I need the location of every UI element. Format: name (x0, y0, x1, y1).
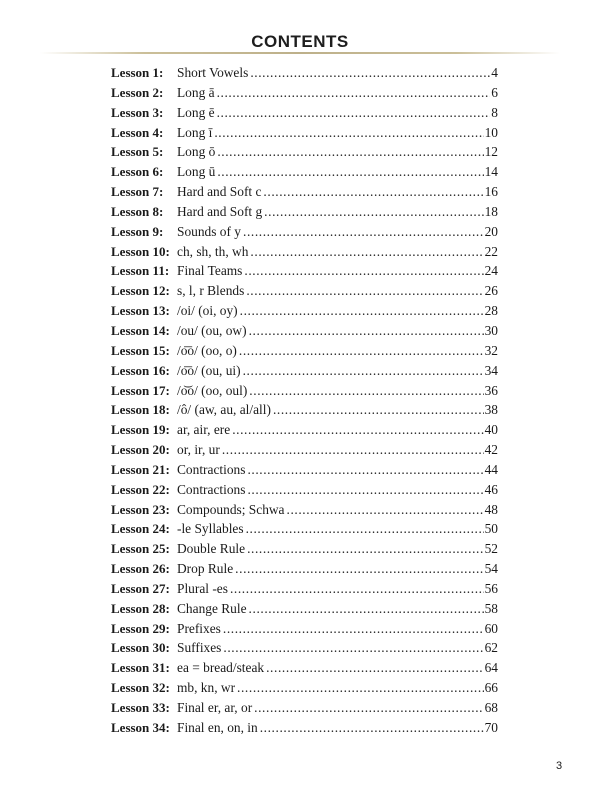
lesson-label: Lesson 10: (111, 243, 170, 259)
lesson-page-number: 24 (484, 263, 498, 279)
dot-leader (249, 599, 484, 619)
lesson-title: Long ū (177, 164, 216, 180)
lesson-label: Lesson 22: (111, 481, 170, 497)
lesson-label: Lesson 20: (111, 442, 170, 458)
lesson-page-number: 18 (484, 203, 498, 219)
dot-leader (263, 182, 483, 202)
lesson-page-number: 14 (484, 164, 498, 180)
table-of-contents (111, 63, 498, 738)
lesson-page-number: 48 (484, 501, 498, 517)
lesson-label: Lesson 23: (111, 501, 170, 517)
lesson-title: Long ō (177, 144, 216, 160)
lesson-title: /oi/ (oi, oy) (177, 303, 238, 319)
dot-leader (214, 123, 483, 143)
toc-entry (111, 460, 498, 480)
toc-entry (111, 281, 498, 301)
lesson-label: Lesson 32: (111, 680, 170, 696)
lesson-label: Lesson 26: (111, 561, 170, 577)
lesson-title: Sounds of y (177, 223, 241, 239)
lesson-label: Lesson 2: (111, 84, 164, 100)
lesson-title: Long ī (177, 124, 213, 140)
lesson-label: Lesson 30: (111, 640, 170, 656)
lesson-label: Lesson 15: (111, 342, 170, 358)
lesson-label: Lesson 13: (111, 303, 170, 319)
lesson-title: -le Syllables (177, 521, 244, 537)
lesson-page-number: 64 (484, 660, 498, 676)
lesson-page-number: 50 (484, 521, 498, 537)
toc-entry (111, 559, 498, 579)
toc-entry (111, 420, 498, 440)
lesson-title: Long ē (177, 104, 215, 120)
lesson-page-number: 56 (484, 580, 498, 596)
toc-entry (111, 381, 498, 401)
dot-leader (266, 658, 484, 678)
toc-entry (111, 440, 498, 460)
lesson-page-number: 62 (484, 640, 498, 656)
dot-leader (247, 460, 483, 480)
lesson-label: Lesson 6: (111, 164, 164, 180)
dot-leader (273, 400, 484, 420)
lesson-page-number: 52 (484, 541, 498, 557)
toc-entry (111, 83, 498, 103)
lesson-label: Lesson 5: (111, 144, 164, 160)
lesson-label: Lesson 21: (111, 461, 170, 477)
toc-entry (111, 658, 498, 678)
lesson-title: Compounds; Schwa (177, 501, 285, 517)
dot-leader (264, 202, 483, 222)
dot-leader (240, 301, 484, 321)
lesson-page-number: 46 (484, 481, 498, 497)
lesson-title: Plural -es (177, 580, 228, 596)
toc-entry (111, 123, 498, 143)
lesson-title: or, ir, ur (177, 442, 220, 458)
lesson-page-number: 8 (491, 104, 498, 120)
toc-entry (111, 500, 498, 520)
lesson-page-number: 36 (484, 382, 498, 398)
lesson-page-number: 30 (484, 322, 498, 338)
lesson-title: Long ā (177, 84, 215, 100)
dot-leader (249, 321, 484, 341)
dot-leader (217, 103, 491, 123)
lesson-title: Final er, ar, or (177, 700, 253, 715)
toc-entry (111, 142, 498, 162)
lesson-label: Lesson 1: (111, 65, 164, 80)
lesson-label: Lesson 12: (111, 283, 170, 299)
lesson-page-number: 38 (484, 402, 498, 418)
lesson-title: Double Rule (177, 541, 246, 557)
lesson-title: ar, air, ere (177, 422, 231, 438)
page-header (0, 30, 600, 62)
toc-entry (111, 638, 498, 658)
lesson-label: Lesson 25: (111, 541, 170, 557)
toc-entry (111, 718, 498, 738)
lesson-label: Lesson 19: (111, 422, 170, 438)
toc-entry (111, 599, 498, 619)
lesson-title: Final Teams (177, 263, 243, 279)
lesson-title: Contractions (177, 461, 246, 477)
toc-entry (111, 301, 498, 321)
lesson-label: Lesson 33: (111, 700, 170, 715)
lesson-page-number: 54 (484, 561, 498, 577)
lesson-title: Short Vowels (177, 65, 249, 80)
lesson-label: Lesson 31: (111, 660, 170, 676)
lesson-page-number: 70 (484, 719, 498, 735)
dot-leader (223, 638, 483, 658)
lesson-page-number: 40 (484, 422, 498, 438)
dot-leader (239, 341, 484, 361)
toc-entry (111, 182, 498, 202)
lesson-label: Lesson 29: (111, 620, 170, 636)
lesson-page-number: 6 (491, 84, 498, 100)
dot-leader (232, 420, 483, 440)
lesson-page-number: 60 (484, 620, 498, 636)
lesson-title: /ô/ (aw, au, al/all) (177, 402, 271, 418)
toc-entry (111, 321, 498, 341)
lesson-page-number: 4 (491, 65, 498, 80)
page-number: 3 (556, 760, 563, 772)
dot-leader (243, 361, 484, 381)
toc-entry (111, 678, 498, 698)
toc-entry (111, 698, 498, 718)
lesson-page-number: 12 (484, 144, 498, 160)
lesson-page-number: 68 (484, 700, 498, 715)
dot-leader (235, 559, 483, 579)
page-title: CONTENTS (251, 32, 349, 51)
dot-leader (237, 678, 484, 698)
dot-leader (217, 83, 491, 103)
lesson-title: s, l, r Blends (177, 283, 245, 299)
lesson-title: /ou/ (ou, ow) (177, 322, 247, 338)
toc-entry (111, 103, 498, 123)
lesson-label: Lesson 18: (111, 402, 170, 418)
lesson-page-number: 34 (484, 362, 498, 378)
lesson-page-number: 42 (484, 442, 498, 458)
toc-entry (111, 261, 498, 281)
toc-entry (111, 480, 498, 500)
lesson-title: /o͞o/ (ou, ui) (177, 362, 241, 378)
dot-leader (250, 242, 483, 262)
toc-entry (111, 162, 498, 182)
dot-leader (243, 222, 484, 242)
lesson-title: /o͞o/ (oo, o) (177, 342, 237, 358)
dot-leader (249, 381, 483, 401)
lesson-label: Lesson 17: (111, 382, 170, 398)
toc-entry (111, 341, 498, 361)
lesson-page-number: 28 (484, 303, 498, 319)
dot-leader (217, 142, 483, 162)
lesson-page-number: 58 (484, 600, 498, 616)
lesson-title: Suffixes (177, 640, 222, 656)
lesson-title: Hard and Soft g (177, 203, 263, 219)
lesson-title: mb, kn, wr (177, 680, 236, 696)
dot-leader (244, 261, 483, 281)
toc-entry (111, 63, 498, 83)
lesson-title: /o͝o/ (oo, oul) (177, 382, 248, 398)
lesson-page-number: 22 (484, 243, 498, 259)
toc-entry (111, 202, 498, 222)
dot-leader (260, 718, 484, 738)
lesson-label: Lesson 24: (111, 521, 170, 537)
lesson-label: Lesson 14: (111, 322, 170, 338)
lesson-label: Lesson 9: (111, 223, 164, 239)
lesson-page-number: 26 (484, 283, 498, 299)
toc-entry (111, 539, 498, 559)
toc-entry (111, 619, 498, 639)
toc-entry (111, 579, 498, 599)
dot-leader (230, 579, 484, 599)
dot-leader (247, 539, 484, 559)
lesson-label: Lesson 16: (111, 362, 170, 378)
lesson-label: Lesson 28: (111, 600, 170, 616)
toc-entry (111, 361, 498, 381)
dot-leader (254, 698, 483, 718)
lesson-page-number: 20 (484, 223, 498, 239)
dot-leader (222, 440, 484, 460)
lesson-title: Prefixes (177, 620, 221, 636)
lesson-label: Lesson 11: (111, 263, 170, 279)
lesson-page-number: 16 (484, 184, 498, 200)
lesson-label: Lesson 8: (111, 203, 164, 219)
dot-leader (250, 63, 490, 83)
toc-entry (111, 519, 498, 539)
lesson-title: Drop Rule (177, 561, 234, 577)
dot-leader (223, 619, 484, 639)
lesson-label: Lesson 34: (111, 719, 170, 735)
lesson-label: Lesson 4: (111, 124, 164, 140)
lesson-page-number: 66 (484, 680, 498, 696)
lesson-title: Final en, on, in (177, 719, 258, 735)
lesson-title: Contractions (177, 481, 246, 497)
dot-leader (246, 519, 484, 539)
lesson-label: Lesson 7: (111, 184, 164, 200)
lesson-title: Hard and Soft c (177, 184, 262, 200)
lesson-page-number: 32 (484, 342, 498, 358)
dot-leader (246, 281, 483, 301)
dot-leader (247, 480, 483, 500)
dot-leader (217, 162, 483, 182)
lesson-title: ch, sh, th, wh (177, 243, 249, 259)
toc-entry (111, 400, 498, 420)
lesson-label: Lesson 27: (111, 580, 170, 596)
title-underline (40, 52, 560, 54)
lesson-label: Lesson 3: (111, 104, 164, 120)
lesson-page-number: 44 (484, 461, 498, 477)
lesson-title: Change Rule (177, 600, 247, 616)
toc-entry (111, 242, 498, 262)
lesson-title: ea = bread/steak (177, 660, 265, 676)
dot-leader (287, 500, 484, 520)
toc-entry (111, 222, 498, 242)
lesson-page-number: 10 (484, 124, 498, 140)
